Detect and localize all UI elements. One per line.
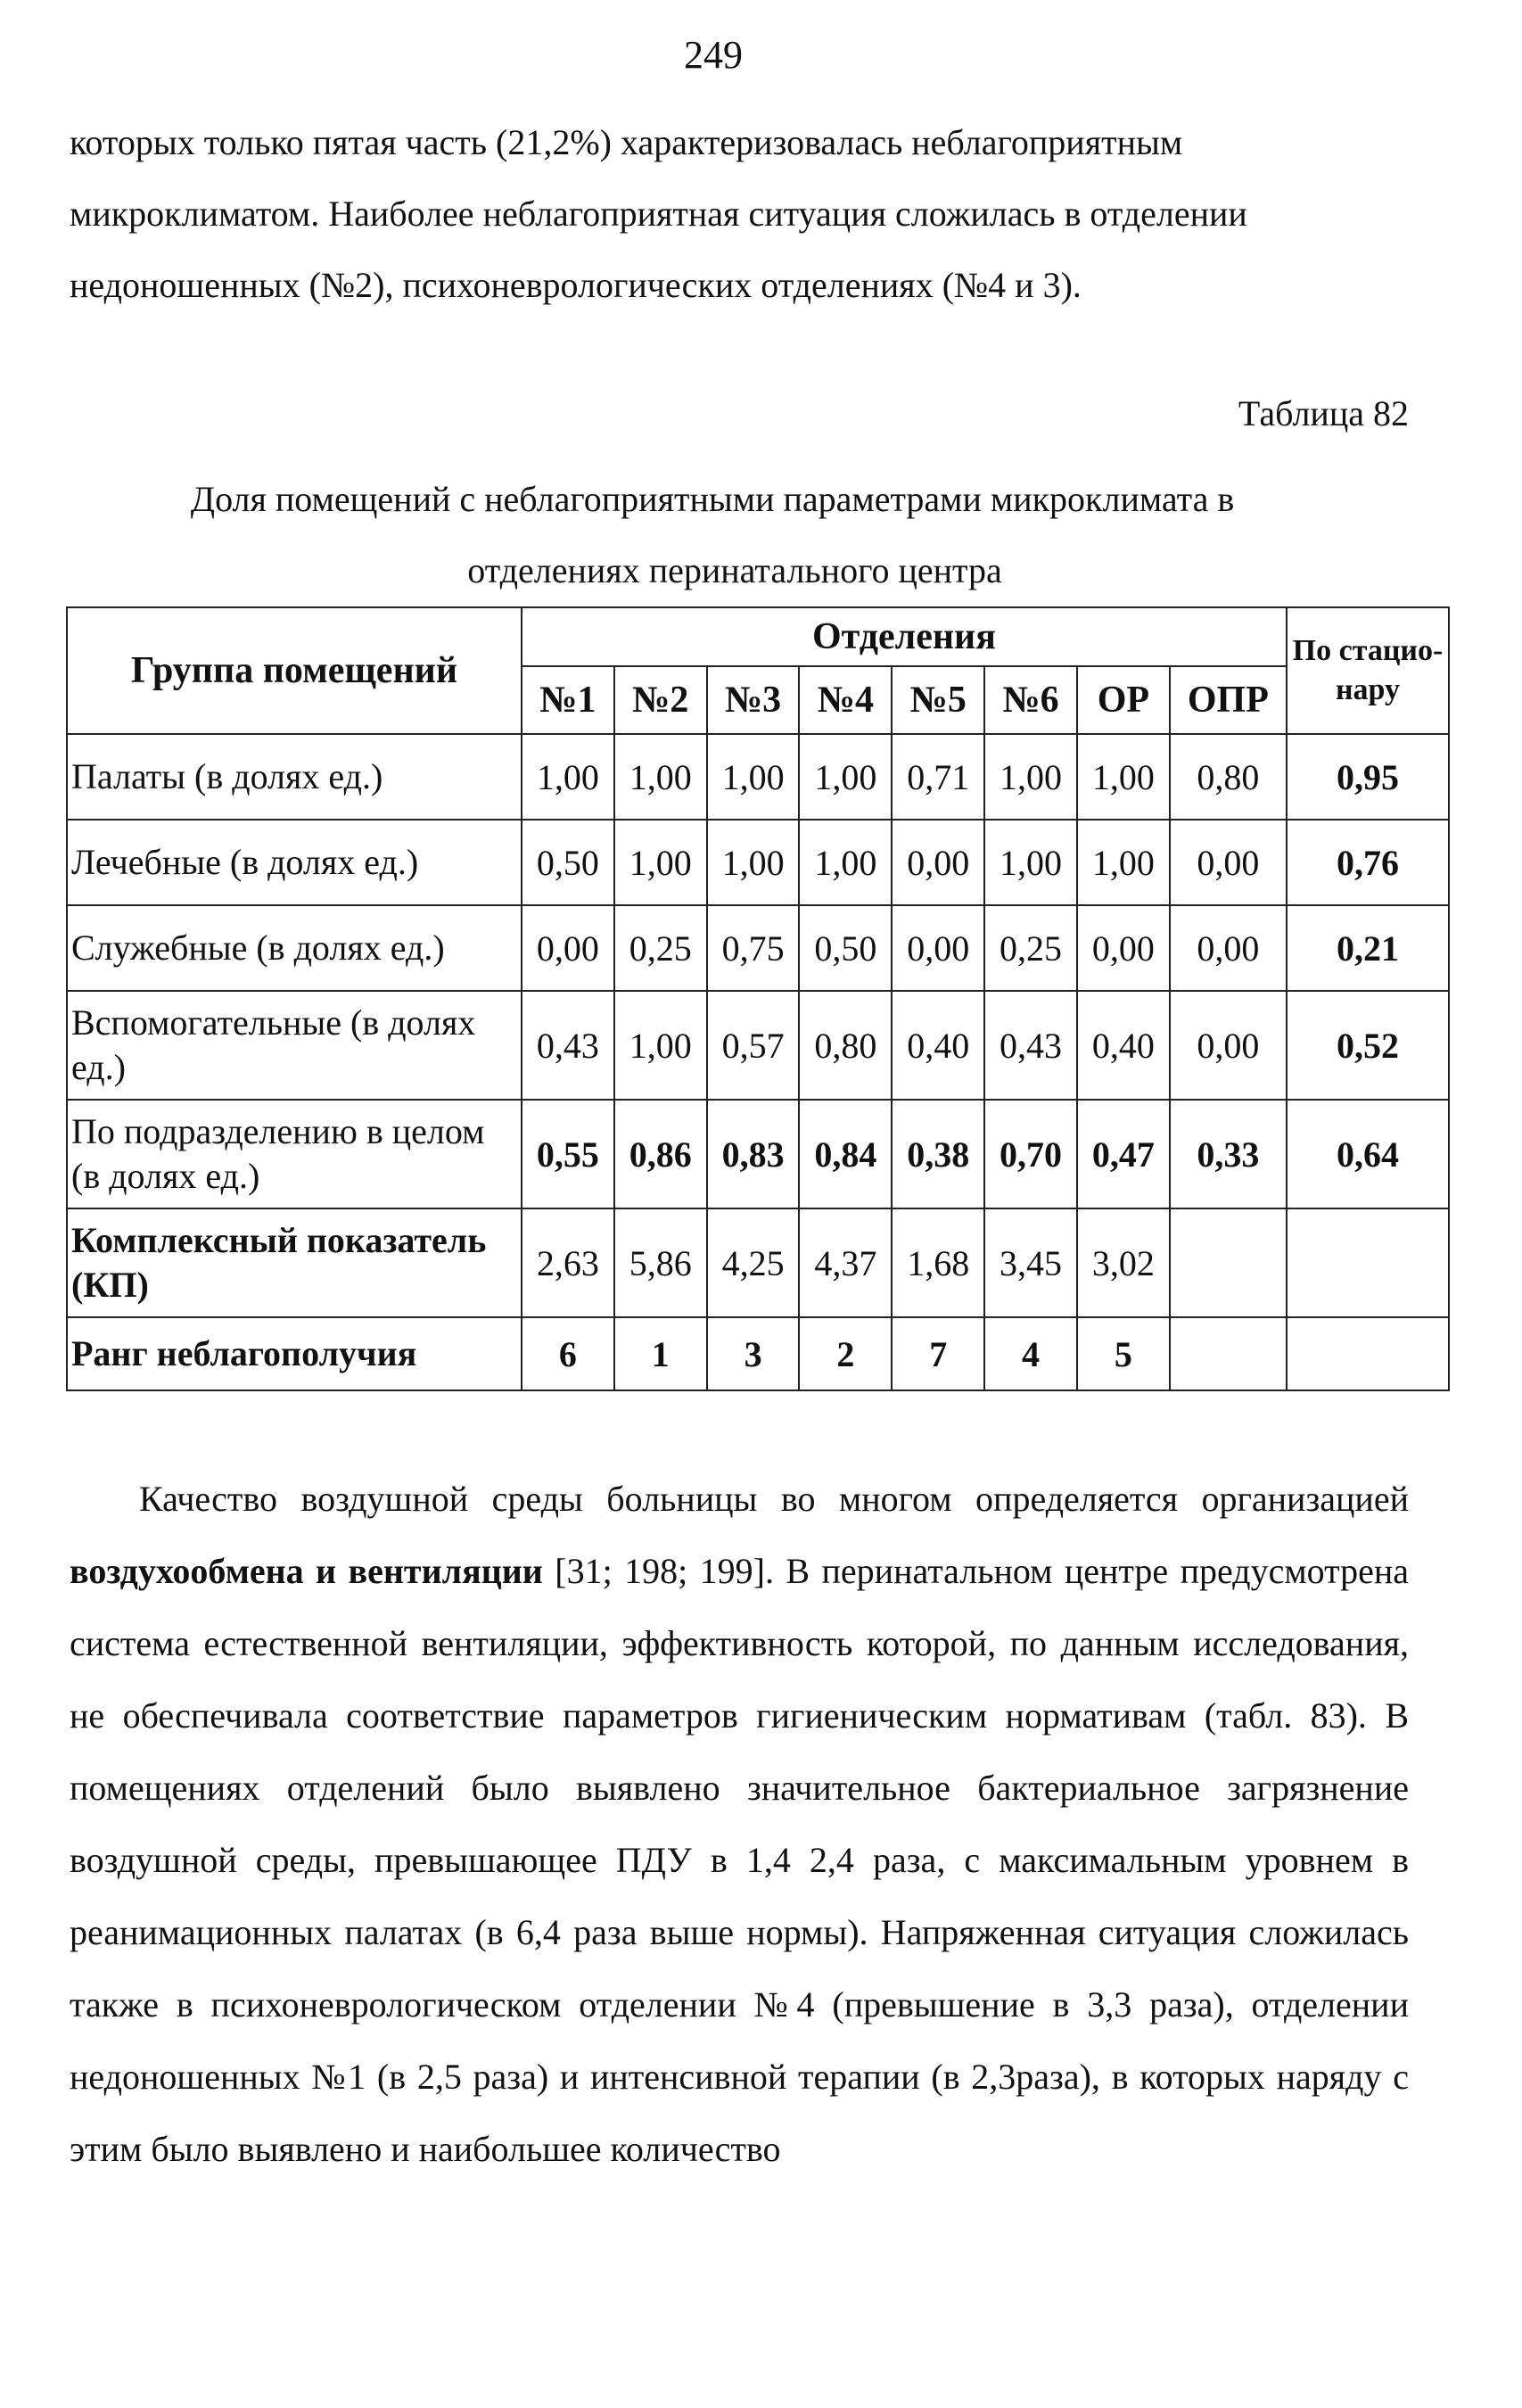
table-row [67, 820, 1449, 905]
table-cell: 0,00 [1170, 820, 1287, 905]
table-cell: 1,00 [707, 820, 800, 905]
table-cell: 0,25 [614, 905, 707, 991]
table-cell: 7 [892, 1317, 984, 1390]
row-label: Палаты (в долях ед.) [67, 734, 522, 820]
body-text [70, 1463, 1409, 2185]
table-cell: 3,02 [1077, 1208, 1170, 1317]
dept-header: №3 [707, 666, 800, 734]
row-label: Ранг неблагополучия [67, 1317, 522, 1390]
table-cell: 0,80 [1170, 734, 1287, 820]
table-cell: 0,71 [892, 734, 984, 820]
table-cell: 0,00 [1170, 991, 1287, 1100]
table-cell: 1,00 [1077, 734, 1170, 820]
row-label: По подразделению в целом (в долях ед.) [67, 1100, 522, 1208]
total-cell: 0,95 [1287, 734, 1449, 820]
table-cell: 0,84 [799, 1100, 892, 1208]
total-header: По стацио-нару [1287, 607, 1449, 734]
table-cell: 0,43 [984, 991, 1077, 1100]
table-row [67, 1100, 1449, 1208]
table-cell: 4,25 [707, 1208, 800, 1317]
table-row [67, 1208, 1449, 1317]
body-paragraph [70, 1463, 1409, 2185]
table-cell: 3 [707, 1317, 800, 1390]
table-cell: 0,00 [892, 820, 984, 905]
table-cell: 1,00 [614, 991, 707, 1100]
table-cell: 0,40 [1077, 991, 1170, 1100]
table-cell: 4,37 [799, 1208, 892, 1317]
dept-header: ОР [1077, 666, 1170, 734]
table-cell: 4 [984, 1317, 1077, 1390]
body-text-bold: воздухообмена и вентиляции [70, 1551, 543, 1591]
group-header: Группа помещений [67, 607, 522, 734]
table-cell: 0,00 [892, 905, 984, 991]
dept-header: №1 [522, 666, 614, 734]
table-row [67, 1317, 1449, 1390]
table-cell: 0,55 [522, 1100, 614, 1208]
table-cell: 0,80 [799, 991, 892, 1100]
row-label: Лечебные (в долях ед.) [67, 820, 522, 905]
table-cell: 1,00 [984, 734, 1077, 820]
table-cell: 6 [522, 1317, 614, 1390]
total-cell: 0,52 [1287, 991, 1449, 1100]
table-cell: 0,00 [522, 905, 614, 991]
row-label: Вспомогательные (в долях ед.) [67, 991, 522, 1100]
table-title [70, 464, 1409, 606]
table-cell: 1,00 [1077, 820, 1170, 905]
table-cell [1170, 1208, 1287, 1317]
dept-header: №6 [984, 666, 1077, 734]
total-cell [1287, 1208, 1449, 1317]
table-cell: 1,00 [522, 734, 614, 820]
table-cell: 0,50 [522, 820, 614, 905]
table-cell: 2,63 [522, 1208, 614, 1317]
table-cell: 1 [614, 1317, 707, 1390]
total-cell: 0,21 [1287, 905, 1449, 991]
table-cell: 0,83 [707, 1100, 800, 1208]
table-cell: 0,00 [1170, 905, 1287, 991]
page-number: 249 [684, 33, 743, 77]
table-cell: 0,86 [614, 1100, 707, 1208]
table-row [67, 905, 1449, 991]
table-cell: 5,86 [614, 1208, 707, 1317]
table-cell: 0,57 [707, 991, 800, 1100]
total-cell [1287, 1317, 1449, 1390]
body-text-part: [31; 198; 199]. В перинатальном центре предусмотрена система естественной вентиляции, эффективность которой, по данным исследования, не обеспечивала соответствие параметров гигиеническим нормативам (табл. 83). В помещениях отделений было выявлено значительное бактериальное загрязнение воздушной среды, превышающее ПДУ в 1,4 2,4 раза, с максимальным уровнем в реанимационных палатах (в 6,4 раза выше нормы). Напряженная ситуация сложилась также в психоневрологическом отделении №4 (превышение в 3,3 раза), отделении недоношенных №1 (в 2,5 раза) и интенсивной терапии (в 2,3раза), в которых наряду с этим было выявлено и наибольшее количество [70, 1551, 1409, 2169]
intro-paragraph: которых только пятая часть (21,2%) характеризовалась неблагоприятным микроклиматом. Наиболее неблагоприятная ситуация сложилась в отделении недоношенных (№2), психоневрологических отделениях (№4 и 3). [70, 122, 1247, 305]
total-cell: 0,76 [1287, 820, 1449, 905]
table-cell: 1,00 [614, 734, 707, 820]
table-cell: 1,68 [892, 1208, 984, 1317]
table-row [67, 991, 1449, 1100]
table-cell: 1,00 [614, 820, 707, 905]
table-title-line-2: отделениях перинатального центра [467, 550, 1002, 590]
table-cell: 0,47 [1077, 1100, 1170, 1208]
dept-header: ОПР [1170, 666, 1287, 734]
dept-header: №2 [614, 666, 707, 734]
table-cell: 5 [1077, 1317, 1170, 1390]
table-cell: 0,75 [707, 905, 800, 991]
table-cell: 0,70 [984, 1100, 1077, 1208]
row-label: Комплексный показатель (КП) [67, 1208, 522, 1317]
table-cell: 3,45 [984, 1208, 1077, 1317]
table-cell: 0,25 [984, 905, 1077, 991]
dept-header: №5 [892, 666, 984, 734]
table-cell: 0,38 [892, 1100, 984, 1208]
table-cell: 0,33 [1170, 1100, 1287, 1208]
total-cell: 0,64 [1287, 1100, 1449, 1208]
departments-header: Отделения [522, 607, 1287, 666]
table-caption: Таблица 82 [1238, 393, 1409, 433]
table-cell: 0,43 [522, 991, 614, 1100]
table-cell: 1,00 [799, 820, 892, 905]
table-cell: 1,00 [799, 734, 892, 820]
table-cell [1170, 1317, 1287, 1390]
table-cell: 1,00 [707, 734, 800, 820]
table-title-line-1: Доля помещений с неблагоприятными параметрами микроклимата в [190, 479, 1235, 519]
table-cell: 2 [799, 1317, 892, 1390]
table-cell: 0,40 [892, 991, 984, 1100]
row-label: Служебные (в долях ед.) [67, 905, 522, 991]
dept-header: №4 [799, 666, 892, 734]
table-cell: 1,00 [984, 820, 1077, 905]
body-text-part: Качество воздушной среды больницы во многом определяется организацией [139, 1479, 1409, 1519]
table-row [67, 734, 1449, 820]
table-cell: 0,50 [799, 905, 892, 991]
table-cell: 0,00 [1077, 905, 1170, 991]
microclimate-table [66, 606, 1450, 1391]
